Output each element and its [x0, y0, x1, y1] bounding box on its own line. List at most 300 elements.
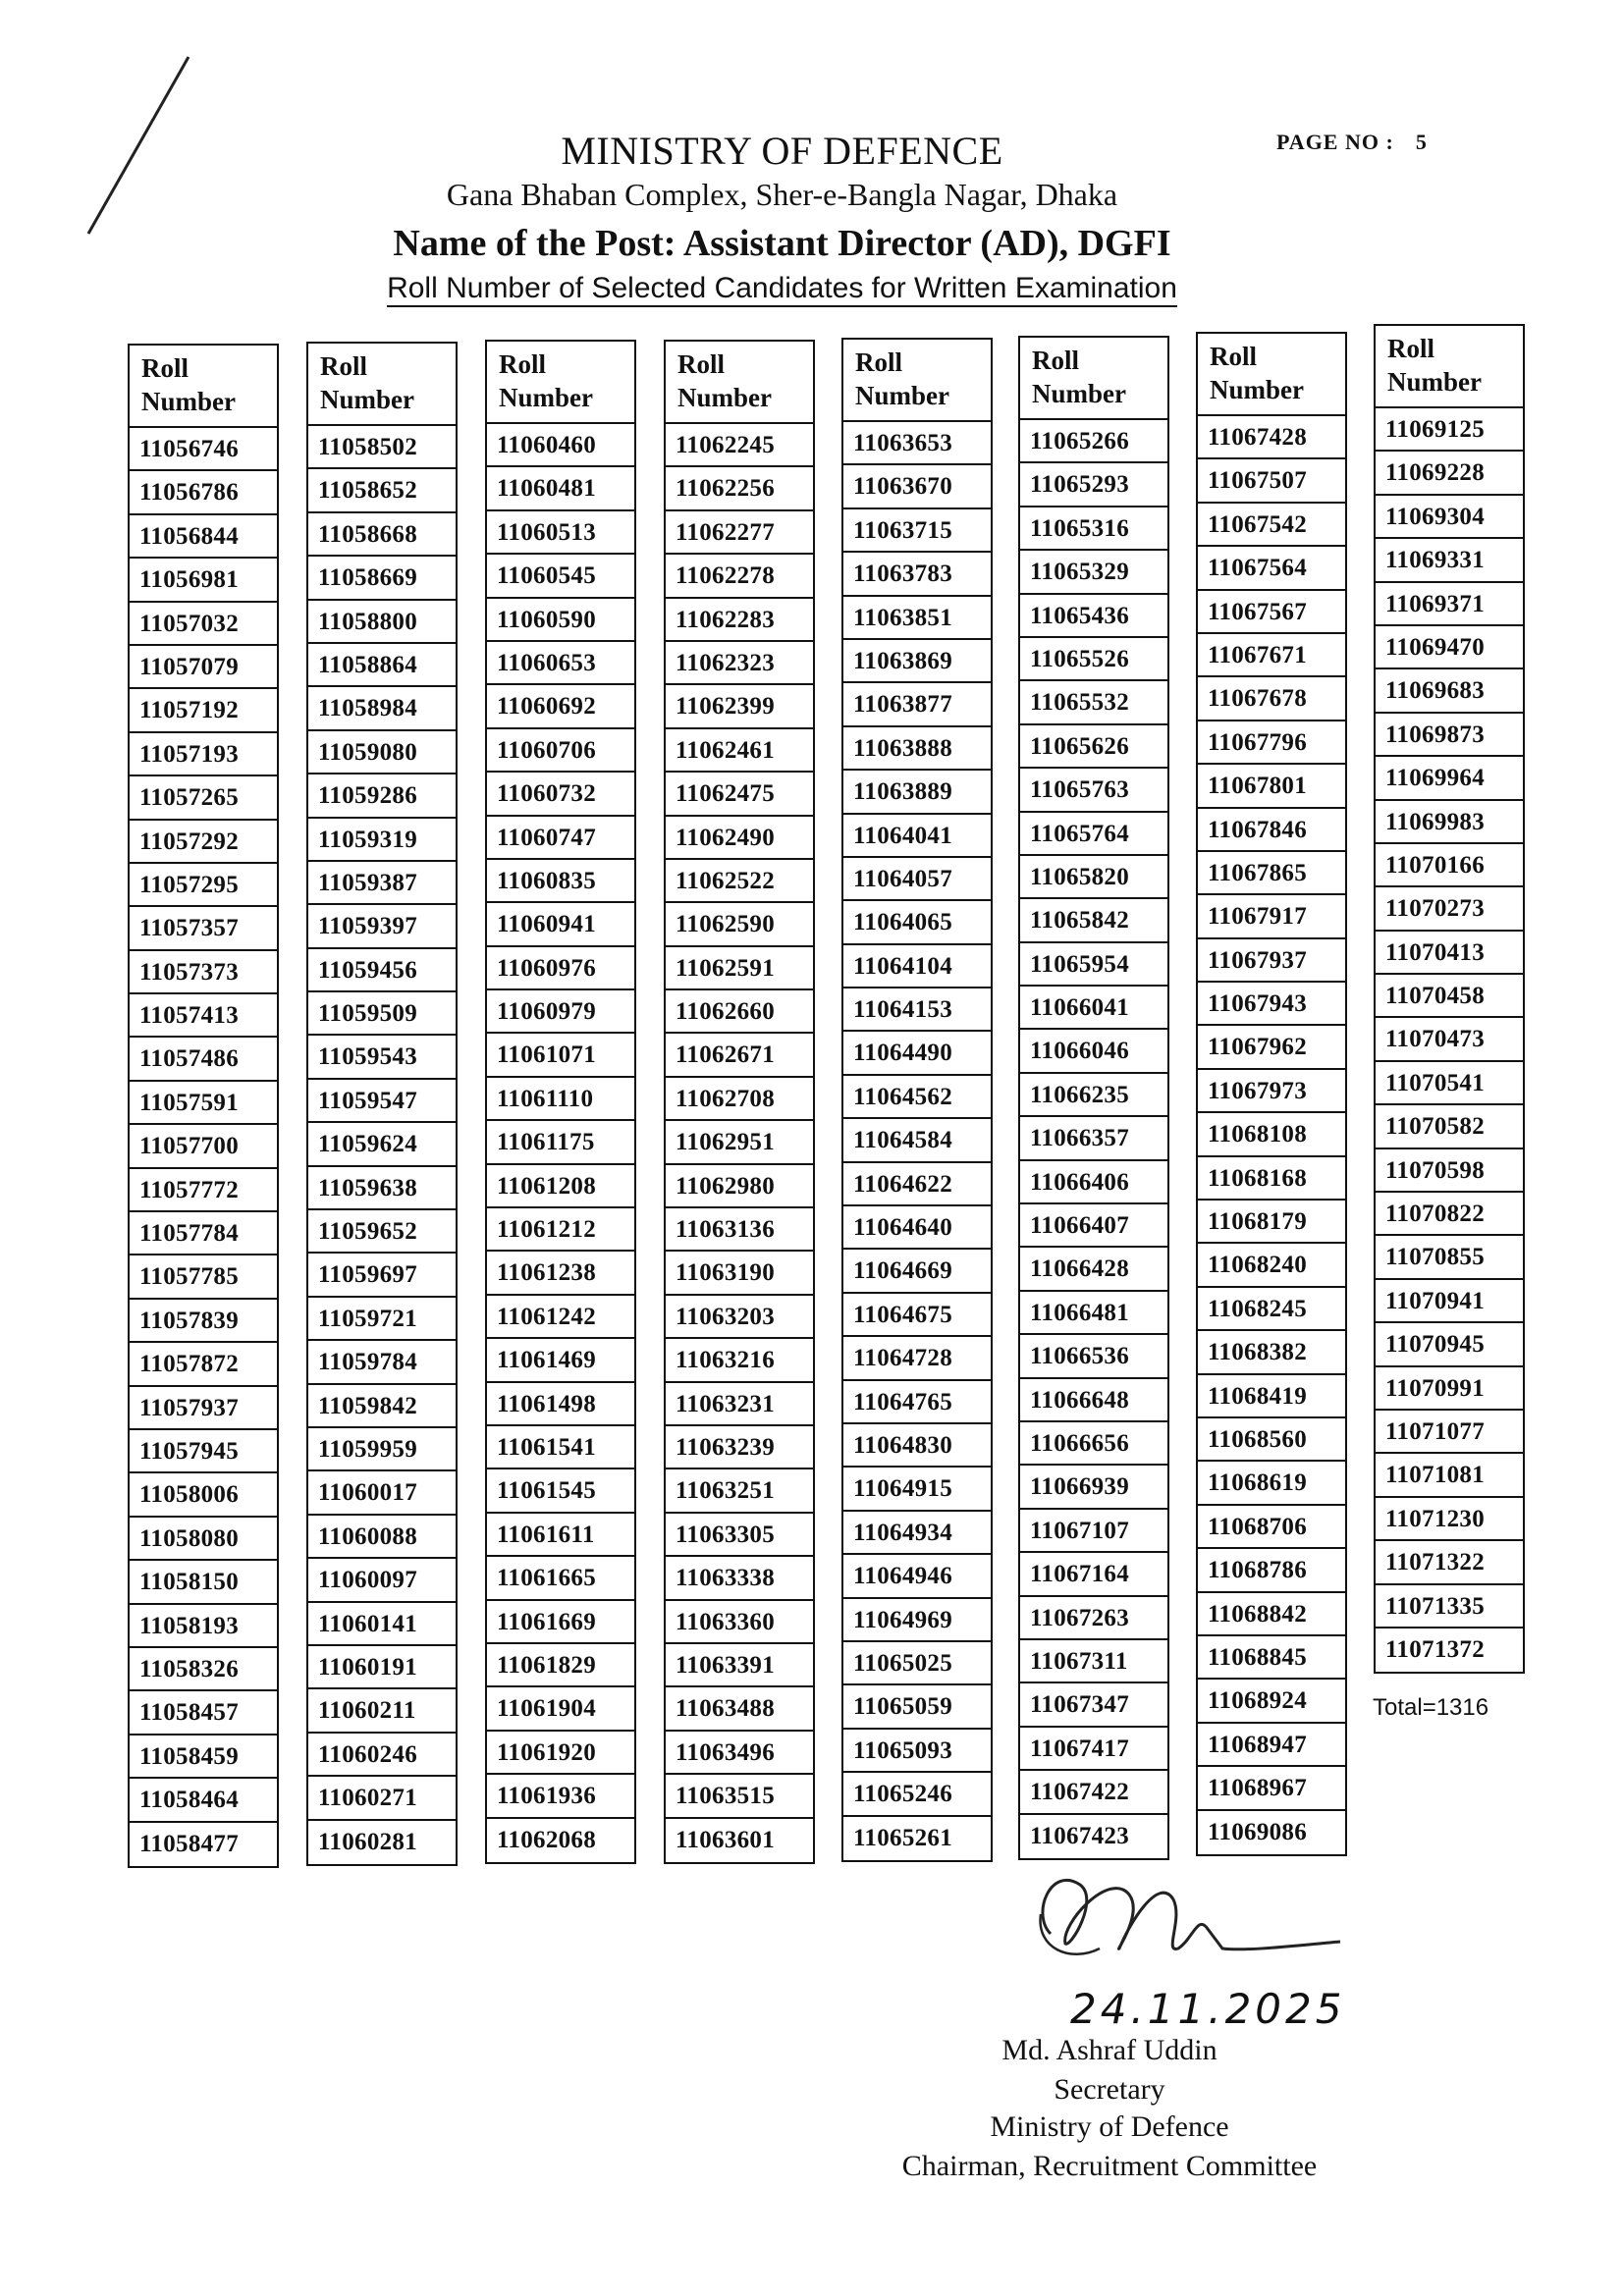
roll-number-cell: 11070473 — [1376, 1018, 1523, 1061]
roll-number-cell: 11058477 — [139, 1830, 240, 1857]
total-count: Total=1316 — [1373, 1694, 1489, 1721]
roll-number-cell: 11057591 — [130, 1082, 277, 1125]
column-header-line: Number — [1032, 379, 1126, 408]
roll-number-cell: 11070855 — [1376, 1236, 1523, 1279]
roll-number-cell: 11067507 — [1198, 459, 1345, 503]
roll-number-cell: 11061242 — [487, 1296, 634, 1339]
roll-number-cell: 11062277 — [666, 511, 813, 555]
roll-number-cell: 11069371 — [1376, 583, 1523, 626]
roll-number-cell: 11061829 — [487, 1644, 634, 1687]
roll-number-cell: 11068560 — [1198, 1418, 1345, 1462]
column-header-line: Roll — [141, 353, 189, 383]
roll-number-cell: 11067423 — [1030, 1822, 1130, 1849]
roll-number-cell: 11061669 — [487, 1601, 634, 1644]
roll-number-cell: 11070598 — [1376, 1149, 1523, 1193]
roll-number-cell: 11060590 — [487, 599, 634, 642]
roll-number-cell: 11063239 — [666, 1426, 813, 1469]
roll-column — [128, 344, 279, 1868]
roll-number-cell: 11069304 — [1376, 496, 1523, 539]
roll-number-cell: 11058457 — [130, 1691, 277, 1735]
column-header — [843, 340, 991, 422]
roll-number-cell: 11064041 — [843, 815, 991, 858]
roll-number-cell: 11057785 — [130, 1255, 277, 1299]
column-header-line: Number — [320, 385, 414, 414]
roll-number-cell: 11071230 — [1376, 1498, 1523, 1541]
roll-number-cell: 11063877 — [843, 683, 991, 726]
roll-number-cell: 11062323 — [666, 642, 813, 685]
roll-number-cell: 11064057 — [843, 858, 991, 901]
roll-number-cell: 11057945 — [130, 1430, 277, 1473]
roll-number-cell: 11065626 — [1020, 725, 1167, 769]
ministry-title: MINISTRY OF DEFENCE — [561, 129, 1003, 173]
roll-number-cell: 11065329 — [1020, 551, 1167, 594]
column-header-line: Roll — [855, 347, 903, 377]
roll-number-cell: 11060513 — [487, 511, 634, 555]
roll-number-cell: 11065954 — [1020, 943, 1167, 987]
roll-number-cell: 11064065 — [843, 901, 991, 944]
roll-number-cell: 11057872 — [130, 1343, 277, 1386]
roll-number-cell: 11063670 — [843, 465, 991, 508]
roll-number-cell: 11066656 — [1020, 1422, 1167, 1466]
roll-number-cell: 11066648 — [1020, 1379, 1167, 1422]
roll-number-cell: 11061238 — [487, 1252, 634, 1295]
roll-number-cell: 11058669 — [308, 557, 456, 600]
list-subtitle-text: Roll Number of Selected Candidates for Written Examination — [387, 272, 1177, 307]
roll-number-cell: 11061541 — [487, 1426, 634, 1469]
roll-number-cell: 11060481 — [487, 467, 634, 510]
roll-number-cell: 11062068 — [497, 1826, 597, 1853]
signatory-role: Chairman, Recruitment Committee — [901, 2150, 1318, 2182]
roll-number-cell: 11061920 — [487, 1732, 634, 1775]
roll-number-cell: 11060141 — [308, 1603, 456, 1646]
roll-number-cell: 11057079 — [130, 646, 277, 689]
roll-number-cell: 11056844 — [130, 515, 277, 559]
roll-number-cell: 11069228 — [1376, 452, 1523, 495]
roll-number-cell: 11059397 — [308, 905, 456, 948]
roll-number-cell: 11063601 — [676, 1826, 776, 1853]
roll-column — [485, 340, 636, 1864]
roll-number-cell: 11060835 — [487, 860, 634, 903]
roll-number-cell: 11060281 — [318, 1828, 418, 1855]
roll-number-cell: 11064562 — [843, 1076, 991, 1119]
roll-number-cell: 11063889 — [843, 771, 991, 814]
roll-number-cell: 11060732 — [487, 773, 634, 816]
roll-number-cell: 11065316 — [1020, 507, 1167, 551]
column-header-line: Number — [1210, 375, 1304, 404]
roll-number-cell: 11057772 — [130, 1169, 277, 1212]
roll-number-cell: 11070413 — [1376, 932, 1523, 975]
roll-number-cell: 11056786 — [130, 471, 277, 514]
signature — [1011, 1855, 1345, 1983]
roll-number-cell: 11061110 — [487, 1078, 634, 1121]
roll-number-cell: 11062490 — [666, 817, 813, 860]
roll-number-cell: 11057784 — [130, 1212, 277, 1255]
roll-number-cell: 11064104 — [843, 945, 991, 988]
roll-number-cell: 11068419 — [1198, 1375, 1345, 1418]
roll-number-cell: 11065820 — [1020, 856, 1167, 899]
roll-number-cell: 11062590 — [666, 903, 813, 946]
roll-number-cell: 11062660 — [666, 990, 813, 1034]
roll-number-cell: 11071077 — [1376, 1411, 1523, 1454]
roll-column — [664, 340, 815, 1864]
roll-number-cell: 11059509 — [308, 992, 456, 1036]
roll-number-cell: 11059456 — [308, 949, 456, 992]
roll-number-cell: 11056981 — [130, 559, 277, 602]
roll-number-cell: 11067937 — [1198, 939, 1345, 983]
roll-number-cell: 11058193 — [130, 1605, 277, 1648]
roll-number-cell: 11061498 — [487, 1383, 634, 1426]
roll-number-cell: 11062399 — [666, 685, 813, 728]
roll-number-cell: 11067417 — [1020, 1728, 1167, 1771]
roll-number-cell: 11063391 — [666, 1644, 813, 1687]
roll-number-cell: 11070945 — [1376, 1323, 1523, 1366]
roll-number-cell: 11063653 — [843, 422, 991, 465]
column-header-line: Roll — [499, 349, 547, 379]
roll-number-cell: 11065246 — [843, 1773, 991, 1816]
roll-number-cell: 11060545 — [487, 555, 634, 598]
roll-number-cell: 11059547 — [308, 1080, 456, 1123]
roll-number-cell: 11058006 — [130, 1473, 277, 1517]
roll-number-cell: 11060653 — [487, 642, 634, 685]
ministry-address: Gana Bhaban Complex, Sher-e-Bangla Nagar, Dhaka — [446, 177, 1118, 212]
column-header-line: Roll — [1032, 346, 1080, 375]
roll-number-cell: 11063338 — [666, 1557, 813, 1600]
roll-number-cell: 11069964 — [1376, 757, 1523, 800]
roll-number-cell: 11057295 — [130, 864, 277, 907]
roll-number-cell: 11063851 — [843, 597, 991, 640]
roll-number-cell: 11064946 — [843, 1555, 991, 1598]
roll-number-cell: 11058459 — [130, 1735, 277, 1779]
roll-number-cell: 11066407 — [1020, 1204, 1167, 1248]
roll-number-cell: 11067917 — [1198, 895, 1345, 938]
column-header-line: Number — [855, 381, 949, 410]
roll-number-cell: 11062591 — [666, 947, 813, 990]
roll-number-cell: 11057413 — [130, 994, 277, 1038]
roll-number-cell: 11067428 — [1198, 416, 1345, 459]
roll-number-cell: 11067263 — [1020, 1597, 1167, 1640]
column-header-line: Roll — [1387, 334, 1435, 363]
roll-number-cell: 11064153 — [843, 988, 991, 1032]
roll-number-cell: 11065764 — [1020, 813, 1167, 856]
roll-number-cell: 11065093 — [843, 1730, 991, 1773]
roll-number-cell: 11065025 — [843, 1642, 991, 1685]
roll-number-cell: 11063231 — [666, 1383, 813, 1426]
roll-number-cell: 11060246 — [308, 1734, 456, 1777]
roll-number-cell: 11071372 — [1385, 1635, 1486, 1663]
roll-number-cell: 11066481 — [1020, 1292, 1167, 1335]
roll-number-cell: 11068842 — [1198, 1593, 1345, 1636]
roll-number-cell: 11059286 — [308, 774, 456, 818]
roll-number-cell: 11060706 — [487, 729, 634, 773]
roll-number-cell: 11062522 — [666, 860, 813, 903]
roll-number-cell: 11064728 — [843, 1337, 991, 1380]
list-subtitle — [0, 272, 1594, 305]
roll-number-cell: 11066406 — [1020, 1161, 1167, 1204]
column-header-line: Number — [499, 383, 593, 412]
page-number-value: 5 — [1415, 130, 1428, 154]
roll-number-cell: 11070822 — [1376, 1193, 1523, 1236]
column-header-line: Roll — [677, 349, 726, 379]
post-name: Name of the Post: Assistant Director (AD), DGFI — [393, 223, 1171, 264]
roll-number-cell: 11061611 — [487, 1514, 634, 1557]
roll-number-cell: 11063888 — [843, 727, 991, 771]
roll-number-cell: 11062256 — [666, 467, 813, 510]
roll-number-cell: 11064969 — [843, 1599, 991, 1642]
roll-number-cell: 11063488 — [666, 1687, 813, 1731]
roll-number-cell: 11059638 — [308, 1167, 456, 1210]
column-header — [487, 342, 634, 424]
roll-number-cell: 11067671 — [1198, 634, 1345, 677]
roll-number-cell: 11063305 — [666, 1514, 813, 1557]
roll-number-cell: 11067801 — [1198, 765, 1345, 808]
roll-number-cell: 11057265 — [130, 776, 277, 820]
roll-number-cell: 11068924 — [1198, 1680, 1345, 1723]
roll-number-cell: 11067564 — [1198, 547, 1345, 590]
roll-number-cell: 11067567 — [1198, 591, 1345, 634]
roll-number-cell: 11058080 — [130, 1518, 277, 1561]
roll-number-cell: 11064675 — [843, 1294, 991, 1337]
roll-number-cell: 11059784 — [308, 1341, 456, 1384]
roll-number-cell: 11066536 — [1020, 1335, 1167, 1378]
roll-number-cell: 11059959 — [308, 1428, 456, 1471]
roll-number-cell: 11057032 — [130, 603, 277, 646]
roll-number-cell: 11056746 — [130, 428, 277, 471]
roll-number-cell: 11065532 — [1020, 681, 1167, 724]
roll-number-cell: 11070166 — [1376, 844, 1523, 887]
roll-number-cell: 11062461 — [666, 729, 813, 773]
roll-column — [841, 338, 993, 1862]
roll-number-cell: 11058502 — [308, 426, 456, 469]
roll-number-cell: 11068179 — [1198, 1201, 1345, 1244]
roll-number-cell: 11067846 — [1198, 809, 1345, 852]
roll-number-cell: 11068786 — [1198, 1549, 1345, 1592]
signature-date: 24.11.2025 — [1070, 1985, 1346, 2033]
roll-number-cell: 11062951 — [666, 1121, 813, 1164]
roll-number-cell: 11061665 — [487, 1557, 634, 1600]
roll-number-cell: 11060747 — [487, 817, 634, 860]
roll-number-cell: 11066357 — [1020, 1117, 1167, 1160]
roll-number-cell: 11064765 — [843, 1381, 991, 1424]
roll-number-cell: 11068619 — [1198, 1462, 1345, 1505]
roll-number-cell: 11057700 — [130, 1125, 277, 1168]
roll-number-cell: 11065526 — [1020, 638, 1167, 681]
roll-number-cell: 11061071 — [487, 1034, 634, 1077]
roll-number-cell: 11067678 — [1198, 677, 1345, 721]
roll-number-cell: 11068245 — [1198, 1288, 1345, 1331]
roll-number-cell: 11068845 — [1198, 1636, 1345, 1680]
roll-number-cell: 11060692 — [487, 685, 634, 728]
roll-number-cell: 11063216 — [666, 1339, 813, 1382]
roll-number-cell: 11063203 — [666, 1296, 813, 1339]
roll-number-cell: 11063783 — [843, 553, 991, 596]
roll-number-cell: 11070941 — [1376, 1280, 1523, 1323]
roll-number-cell: 11067943 — [1198, 983, 1345, 1026]
roll-number-cell: 11060979 — [487, 990, 634, 1034]
roll-number-cell: 11069983 — [1376, 801, 1523, 844]
roll-number-cell: 11063190 — [666, 1252, 813, 1295]
roll-number-cell: 11062245 — [666, 424, 813, 467]
roll-number-cell: 11060271 — [308, 1777, 456, 1820]
roll-number-cell: 11063360 — [666, 1601, 813, 1644]
column-header-line: Number — [677, 383, 772, 412]
roll-number-cell: 11067164 — [1020, 1553, 1167, 1596]
roll-number-cell: 11063251 — [666, 1469, 813, 1513]
roll-number-cell: 11058464 — [130, 1779, 277, 1822]
roll-number-cell: 11067542 — [1198, 504, 1345, 547]
roll-number-cell: 11064584 — [843, 1119, 991, 1162]
roll-number-cell: 11061208 — [487, 1165, 634, 1208]
signatory-ministry: Ministry of Defence — [990, 2110, 1229, 2143]
roll-number-cell: 11066428 — [1020, 1248, 1167, 1291]
signatory-name: Md. Ashraf Uddin — [1001, 2034, 1217, 2066]
roll-number-cell: 11062278 — [666, 555, 813, 598]
roll-number-cell: 11065261 — [853, 1824, 953, 1851]
roll-number-cell: 11066235 — [1020, 1074, 1167, 1117]
roll-number-cell: 11057839 — [130, 1300, 277, 1343]
roll-number-cell: 11068706 — [1198, 1506, 1345, 1549]
roll-number-cell: 11068382 — [1198, 1331, 1345, 1374]
page-number-label: PAGE NO : — [1276, 130, 1394, 154]
roll-number-cell: 11057292 — [130, 821, 277, 864]
roll-number-cell: 11064669 — [843, 1250, 991, 1293]
roll-number-cell: 11058326 — [130, 1648, 277, 1691]
roll-number-cell: 11070541 — [1376, 1062, 1523, 1105]
roll-number-cell: 11058864 — [308, 644, 456, 687]
roll-number-cell: 11069086 — [1208, 1818, 1308, 1845]
roll-number-cell: 11057357 — [130, 907, 277, 950]
column-header — [666, 342, 813, 424]
roll-number-cell: 11059697 — [308, 1254, 456, 1297]
roll-number-cell: 11069683 — [1376, 669, 1523, 713]
roll-number-cell: 11067962 — [1198, 1026, 1345, 1069]
roll-number-cell: 11070582 — [1376, 1105, 1523, 1148]
column-header — [1020, 338, 1167, 420]
roll-number-cell: 11062671 — [666, 1034, 813, 1077]
column-header-line: Roll — [1210, 342, 1258, 371]
roll-number-cell: 11071322 — [1376, 1541, 1523, 1584]
roll-number-cell: 11069125 — [1376, 408, 1523, 452]
roll-number-cell: 11057373 — [130, 951, 277, 994]
roll-number-cell: 11070991 — [1376, 1367, 1523, 1411]
roll-number-cell: 11065059 — [843, 1685, 991, 1729]
roll-number-cell: 11069470 — [1376, 626, 1523, 669]
roll-number-cell: 11065842 — [1020, 899, 1167, 942]
roll-number-cell: 11064934 — [843, 1512, 991, 1555]
roll-number-cell: 11071081 — [1376, 1454, 1523, 1497]
roll-number-cell: 11058800 — [308, 601, 456, 644]
roll-number-cell: 11062475 — [666, 773, 813, 816]
roll-number-cell: 11070458 — [1376, 975, 1523, 1018]
roll-number-cell: 11067422 — [1020, 1771, 1167, 1814]
roll-number-cell: 11067347 — [1020, 1683, 1167, 1727]
roll-number-cell: 11068168 — [1198, 1157, 1345, 1201]
column-header — [1198, 334, 1345, 416]
roll-number-cell: 11059387 — [308, 862, 456, 905]
roll-number-cell: 11066939 — [1020, 1466, 1167, 1509]
roll-number-cell: 11065436 — [1020, 595, 1167, 638]
roll-number-cell: 11060976 — [487, 947, 634, 990]
roll-number-cell: 11066046 — [1020, 1030, 1167, 1073]
roll-number-cell: 11059721 — [308, 1298, 456, 1341]
roll-number-cell: 11067796 — [1198, 721, 1345, 765]
roll-number-cell: 11066041 — [1020, 987, 1167, 1030]
roll-number-cell: 11064915 — [843, 1468, 991, 1511]
roll-number-cell: 11064622 — [843, 1163, 991, 1206]
roll-number-cell: 11060460 — [487, 424, 634, 467]
column-header-line: Roll — [320, 351, 368, 381]
roll-number-cell: 11059543 — [308, 1036, 456, 1079]
roll-number-cell: 11059652 — [308, 1210, 456, 1254]
signatory-designation: Secretary — [1054, 2073, 1165, 2106]
roll-number-cell: 11058984 — [308, 687, 456, 730]
roll-number-cell: 11071335 — [1376, 1585, 1523, 1629]
roll-number-cell: 11060191 — [308, 1646, 456, 1689]
roll-number-cell: 11064830 — [843, 1424, 991, 1468]
roll-number-cell: 11063715 — [843, 509, 991, 553]
roll-column — [1018, 336, 1169, 1860]
column-header — [130, 346, 277, 428]
roll-number-cell: 11059842 — [308, 1385, 456, 1428]
roll-number-cell: 11061904 — [487, 1687, 634, 1731]
roll-number-cell: 11059624 — [308, 1123, 456, 1166]
roll-number-cell: 11067311 — [1020, 1640, 1167, 1683]
roll-number-cell: 11060088 — [308, 1516, 456, 1559]
roll-number-cell: 11068108 — [1198, 1113, 1345, 1156]
roll-number-cell: 11057193 — [130, 733, 277, 776]
roll-number-cell: 11065266 — [1020, 420, 1167, 463]
roll-number-cell: 11061175 — [487, 1121, 634, 1164]
column-header — [1376, 326, 1523, 408]
roll-number-cell: 11063136 — [666, 1208, 813, 1252]
roll-column — [306, 342, 458, 1866]
roll-number-cell: 11058668 — [308, 513, 456, 557]
roll-number-cell: 11067973 — [1198, 1070, 1345, 1113]
roll-number-cell: 11061936 — [487, 1775, 634, 1818]
roll-number-cell: 11070273 — [1376, 887, 1523, 931]
roll-number-cell: 11060017 — [308, 1471, 456, 1515]
roll-number-cell: 11068947 — [1198, 1724, 1345, 1767]
roll-column — [1196, 332, 1347, 1856]
roll-number-cell: 11065763 — [1020, 769, 1167, 812]
roll-number-cell: 11060097 — [308, 1559, 456, 1602]
roll-number-cell: 11057937 — [130, 1387, 277, 1430]
roll-number-cell: 11060211 — [308, 1689, 456, 1733]
roll-number-cell: 11063496 — [666, 1732, 813, 1775]
roll-number-cell: 11062708 — [666, 1078, 813, 1121]
roll-number-cell: 11061545 — [487, 1469, 634, 1513]
roll-number-cell: 11062283 — [666, 599, 813, 642]
roll-number-cell: 11063515 — [666, 1775, 813, 1818]
roll-column — [1374, 324, 1525, 1674]
roll-number-cell: 11069873 — [1376, 714, 1523, 757]
roll-number-cell: 11068240 — [1198, 1244, 1345, 1287]
roll-number-cell: 11058150 — [130, 1561, 277, 1604]
column-header-line: Number — [1387, 367, 1482, 397]
roll-number-cell: 11057192 — [130, 689, 277, 732]
roll-number-cell: 11059319 — [308, 819, 456, 862]
roll-number-cell: 11064640 — [843, 1206, 991, 1250]
column-header — [308, 344, 456, 426]
roll-number-cell: 11065293 — [1020, 463, 1167, 507]
roll-number-cell: 11069331 — [1376, 539, 1523, 582]
roll-number-cell: 11064490 — [843, 1032, 991, 1075]
roll-number-cell: 11062980 — [666, 1165, 813, 1208]
roll-number-cell: 11057486 — [130, 1038, 277, 1081]
roll-number-cell: 11068967 — [1198, 1767, 1345, 1810]
column-header-line: Number — [141, 387, 236, 416]
roll-number-cell: 11067865 — [1198, 852, 1345, 895]
roll-number-cell: 11061469 — [487, 1339, 634, 1382]
